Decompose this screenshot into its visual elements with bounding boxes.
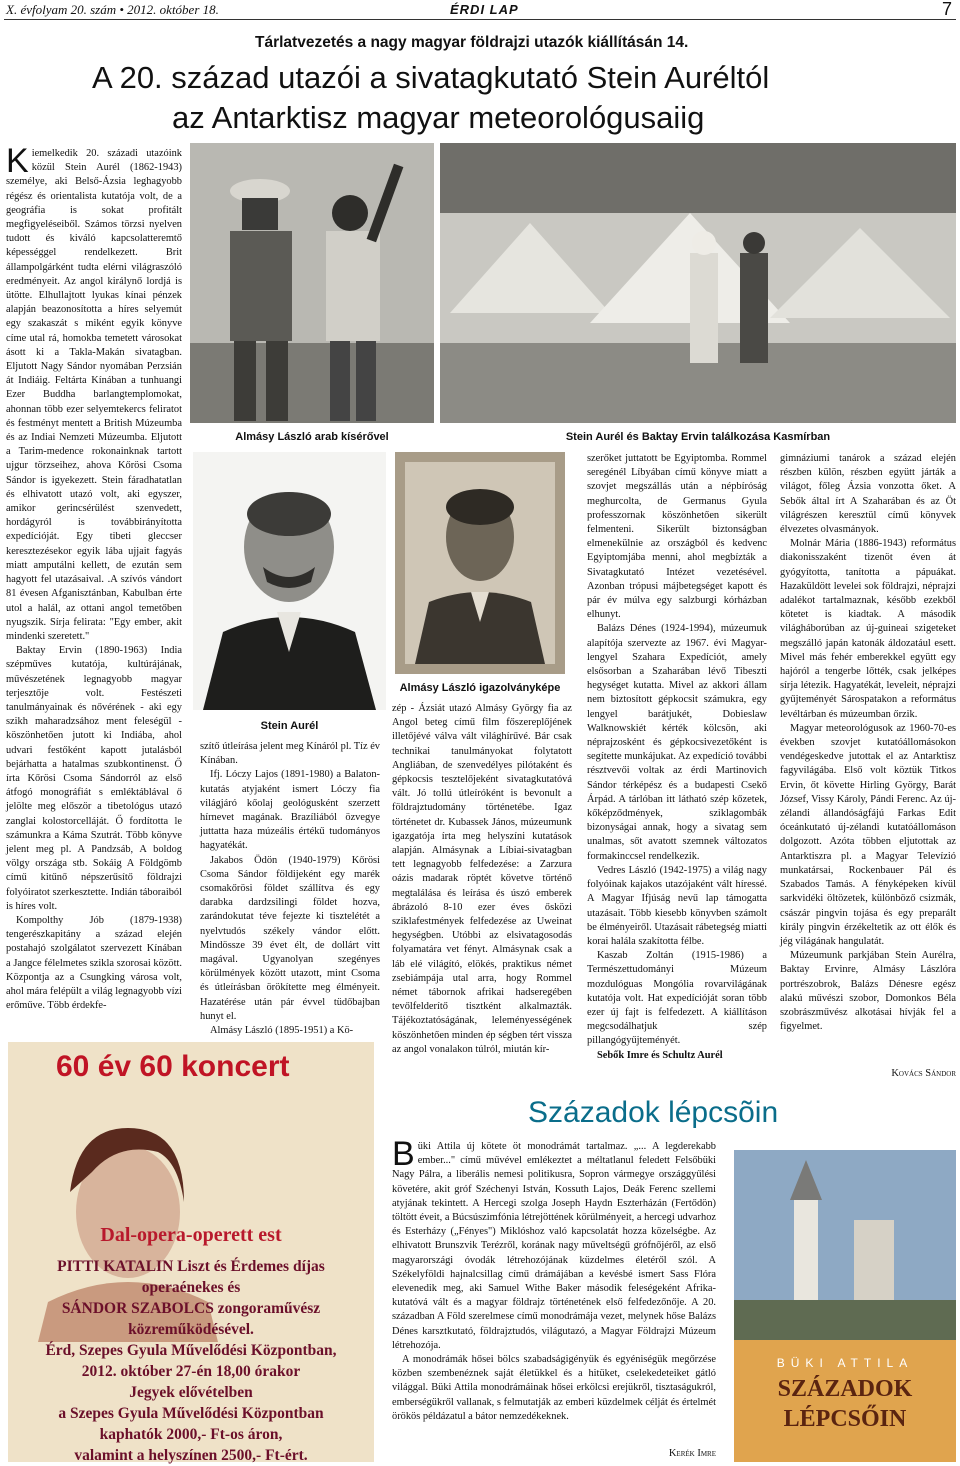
paragraph: szítő útleírása jelent meg Kínáról pl. Tíz év Kínában. xyxy=(200,741,380,767)
article-author: Kovács Sándor xyxy=(891,1068,956,1079)
book-cover xyxy=(734,1150,956,1462)
ad-line: PITTI KATALIN Liszt és Érdemes díjas xyxy=(57,1258,325,1275)
ad-line: SÁNDOR SZABOLCS zongoraművész xyxy=(61,1300,321,1317)
paragraph: Ifj. Lóczy Lajos (1891-1980) a Balaton-kutatás atyjaként ismert Lóczy fia világjáró kőolaj geológusként szerzett hírnevet magának. Brazíliából özvegye juttatta haza múzeális értékű tudományos hagyatékát. xyxy=(200,769,380,852)
photo-stein-aurel xyxy=(193,452,386,710)
drop-cap: K xyxy=(6,142,29,180)
column-4 xyxy=(587,452,767,1092)
book-author: BÜKI ATTILA xyxy=(776,1356,914,1370)
caption-almasy-arab: Almásy László arab kísérővel xyxy=(235,431,389,443)
caption-stein-baktay: Stein Aurél és Baktay Ervin találkozása Kasmírban xyxy=(565,431,831,443)
photo-stein-aurel-image xyxy=(193,452,386,710)
paper-name: ÉRDI LAP xyxy=(450,2,519,17)
photo-stein-baktay-kashmir xyxy=(440,143,956,423)
paragraph: üki Attila új kötete öt monodrámát tartalmaz. „... A legderekabb ember..." című művével emlékeztet a méltatlanul feledett Felsőbüki Nagy Pálra, a liberális nemesi politikusra, Sopron vármegye országgyűlési követére, akit gróf Széchenyi István, Kossuth Lajos, Deák Ferenc szellemi atyjának tekintett. A Hercegi szolga Joseph Haydn Eszterházán (Fertődön) töltött éveit, a Búcsúszimfónia létrejöttének körülményeit, a hercegi udvarhoz és Esterházy („Fényes") Miklóshoz való kapcsolatát hozza közelségbe. Az elhivatott Brunszvik Terézről, korának nagy műveltségű grófnőjéről, az első magyarországi óvodák létrehozójának küzdelmes életéről szól. A Székelyföldi hajnalcsillag című drámájában a kevésbé ismert Sass Flóra elevenedik meg, aki Samuel Withe Baker második feleségeként Afrika-kutatóvá vált és a magyar földrajz történetének első felfedezőnője. A 20. században A Föld szerelmese című monodrámája vezet, melynek hőse Balázs Dénes karsztkutató, földrajztudós, világutazó, a Magyar Földrajzi Múzeum létrehozója. xyxy=(392,1141,716,1351)
review-drop-cap: B xyxy=(392,1135,415,1173)
ad-line: a Szepes Gyula Művelődési Központban xyxy=(58,1405,324,1422)
ad-headline: 60 év 60 koncert xyxy=(56,1050,290,1083)
caption-almasy-id: Almásy László igazolványképe xyxy=(399,682,561,694)
paragraph: iemelkedik 20. századi utazóink közül Stein Aurél (1862-1943) személye, aki Belső-Ázsia leghagyobb régész és orientalista kutatója volt, de a geográfia is sokat profitált megfigyeléseiből. Számos törzsi nyelven tudott és kiváló kapcsolatteremtő képességgel rendelkezett. Brit állampolgárként tudta elérni világraszóló eredményeit. Az angol királynő lordjá is ütötte. Elhullajtott lyukas kínai pénzek alapján beazonosította a híres selyemút egy szakaszát s miként egyik könyve címe utal rá, homokba temetett városokat ásott ki a Takla-Makán sivatagban. Eljutott Nagy Sándor nyomában Perzsián át Indiáig. Feltárta Kínában a tunhuangi Ezer Buddha barlangtemplomokat, ahonnan több ezer selyemtekercs feliratot és festményt mentett a British Múzeumba és az Indiai Nemzeti Múzeumba. Eljutott a Tarim-medence rokonainknak tartott ujgur törzseihez, ahova Kőrösi Csoma Sándor is igyekezett. Stein fáradhatatlan és elhivatott utazó volt, aki egyszer, amikor gerincsérülést szenvedett, hordágyról is továbbirányította expedícióját. Egy tibeti gleccser keresztezésekor egyik lába ujjait fagyás miatt amputálni kellett, de ezután sem hagyott fel utazásaival. .A szívós vándort 81 évesen Afganisztánban, Kabulban érte utol a halál, az ottani angol temetőben nyugszik. Sírja felirata: "Egy ember, akit mindenki szeretett." xyxy=(6,148,182,642)
paragraph: Sebők Imre és Schultz Aurél xyxy=(597,1049,723,1061)
photo-stein-baktay-kashmir-image xyxy=(440,143,956,423)
book-title-2: LÉPCSŐIN xyxy=(783,1406,907,1432)
paragraph: Balázs Dénes (1924-1994), múzeumuk alapítója szervezte az 1967. évi Magyar-lengyel Szahara Expedíciót, amely elsősorban a Szaharában lévő Tibeszti hegységet kutatta. Mivel az akkori állam nem biztosított gépkocsit számukra, egy lengyel barátjukét, Dobieslaw Walknowskiét kérték kölcsön, aki néprajzosként és gépkocsivezetőként is segítette munkájukat. Az expedíció további résztvevői voltak az érdi Martinovich Sándor térképész és a budapesti Csekő Árpád. A tárlóban itt látható szép kőzetek, kőképződmények, sziklagombák bizonyságai annak, hogy a sivatag sem unalmas, sőt avatott szemnek változatos formakinccsel rendelkezik. xyxy=(587,623,767,862)
paragraph: zép - Ázsiát utazó Almásy György fia az Angol beteg című film főszereplőjének illetőjévé válva vált világhírűvé. Bár csak technikai tanulmányokat folytatott Angliában, de szenvedélyes pilótaként és gépkocsis tesztelőjeként sivatagkutatóvá vált. Jó tollú útleíróként is bevonult a földrajztudomány történetébe. Igaz történetet dr. Kubassek János, múzeumunk igazgatója írta meg helyszíni kutatások alapján. Almásynak a Líbiai-sivatagban tett legnagyobb felfedezése: a Zarzura oázis madarak röptét követve történő megtalálása és leírása és úszó emberek ábrázoló 8-10 ezer éves ősközi sziklafestmények felfedezése az Uweinat hegységben. Utóbbi az elsivatagosodás folyamatára vet fényt. Almásynak csak a láb elé világító, elökés, praktikus német zsebiámpája utal arra, hogy Rommel német tábornok afrikai hadseregében tevőlfelderítő tisztként alkalmazták. Tájékoztatóságának, leleményességének köszönhetően minden ép ségben tért vissza az angol vonalakon túlról, miután kír- xyxy=(392,703,572,1055)
review-title: Századok lépcsõin xyxy=(528,1096,779,1129)
photo-almasy-id-image xyxy=(395,452,565,674)
ad-subtitle: Dal-opera-operett est xyxy=(100,1224,282,1246)
paragraph: Múzeumunk parkjában Stein Aurélra, Baktay Ervinre, Almásy Lászlóra portrészobrok, Balázs Dénesre egész alakú művészi szobor, Domonkos Béla szobrászművész alkotásai hívják fel a figyelmet. xyxy=(780,950,956,1033)
photo-almasy-arab-companion-image xyxy=(190,143,434,423)
review-author: Kerék Imre xyxy=(668,1448,716,1459)
column-2 xyxy=(200,740,380,1037)
paragraph: Baktay Ervin (1890-1963) India szépműves kutatója, kultúrájának, művészetének legnagyobb magyar terjesztője volt. Festészeti tanulmányainak és nővérének - aki egy szikh maharadzsához ment feleségül - köszönhetően jutott ki Indiába, ahol udvari festőként kapott jutalásból bejárhatta a hatalmas szubkontinenst. Ő írta Kőrösi Csoma Sándorról az első átfogó monográfiát s emléktáblával ő jelölte meg először a tibetológus utazó zanglai kolostorcelláját. Ő fordította le számunkra a Káma Szutrát. Több könyve jelent meg pl. A Pandzsáb, A boldog völgy országa stb. Sokáig A Földgömb című kitűnő népszerűsítő földrajzi folyóiratot szerkesztette. Indián táboraiból is híres volt. xyxy=(6,645,182,912)
photo-almasy-arab-companion xyxy=(190,143,434,423)
caption-stein: Stein Aurél xyxy=(260,720,319,732)
column-1 xyxy=(6,142,182,1062)
header-rule xyxy=(4,19,956,20)
column-3 xyxy=(392,702,572,1078)
issue-info: X. évfolyam 20. szám • 2012. október 18. xyxy=(6,2,219,17)
ad-line: valamint a helyszínen 2500,- Ft-ért. xyxy=(74,1447,308,1464)
paragraph: Vedres László (1942-1975) a világ nagy folyóinak kajakos utazójaként vált híressé. A Magyar Ifjúság nevű lap támogatta utazásait. Több kiesebb könyvben számolt be élményeiről. Utazásait rábetegség miatti korai halála szakította félbe. xyxy=(587,864,767,947)
article-title-line2: az Antarktisz magyar meteorológusaiig xyxy=(172,100,705,135)
page-number: 7 xyxy=(942,0,953,19)
paragraph: Kompolthy Jób (1879-1938) tengerészkapitány a század elején postahajó szolgálatot szervezett Kínában a Jangce félelmetes szikla szorosai között. Központja az a Csungking városa volt, ahol mára felépült a világ legnagyobb vízi erőműve. Több érdekfe- xyxy=(6,914,182,1012)
book-title-1: SZÁZADOK xyxy=(777,1376,913,1402)
paragraph: Molnár Mária (1886-1943) református diakonisszaként tizenöt éven át gyógyította, tanította a pápuákat. Hazaküldött levelei sok földrajzi, néprajzi adalékot tartalmaznak, később ezekből kötetet is kiadtak. A második világháborúban az új-guineai szigeteket megszálló japán katonák áldozatául esett. Mivel más fehér emberekkel együtt egy hajóról a tengerbe lőtték, csak jelképes sírja létezik. Hagyatékát, leveleit, néprajzi gyűjteményét Sárospatakon a református levéltárban és múzeumban őrzik. xyxy=(780,538,956,720)
ad-line: Jegyek elővételben xyxy=(129,1384,253,1401)
ad-line: Érd, Szepes Gyula Művelődési Központban, xyxy=(45,1342,337,1359)
paragraph: Magyar meteorológusok az 1960-70-es években szovjet kutatóállomásokon vendégeskedve jutottak el az Antarktisz fagyvilágába. Első volt köztük Titkos Ervin, őt követte Hirling György, Barát József, Vissy Károly, Pándi Ferenc. Az új-zélandi állandóságfájú Farkas Edit óceánkutató új-zélandi kutatóállomáson dolgozott. Azóta többen eljutottak az Antarktiszra pl. a Magyar Televízió munkatársai, Rockenbauer Pál és Szabados Tamás. A fényképeken kívül sarkvidéki öltözetek, különböző csizmák, császár pingvin tojása és egy preparált király pingvin érzékeltetik az ott élők és jég világának hangulatát. xyxy=(780,722,956,947)
photo-almasy-id xyxy=(395,452,565,674)
paragraph: A monodrámák hősei bölcs szabadságigényük és egyéniségük megőrzése közben szembenéznek saját életükkel és a hitüket, cselekedeteiket gátló világgal. Büki Attila monodrámáinak hősei erkölcsi erejükről, tisztaságukról, emberségükről vallanak, s felmutatják az emberi küzdelmek célját és értelmét örökös példázatul a bátor nemzedékeknek. xyxy=(392,1354,716,1422)
ad-line: kaphatók 2000,- Ft-os áron, xyxy=(99,1426,283,1443)
ad-line: közreműködésével. xyxy=(128,1321,254,1338)
ad-line: 2012. október 27-én 18,00 órakor xyxy=(81,1363,301,1380)
ad-details xyxy=(8,1256,374,1466)
article-title-line1: A 20. század utazói a sivatagkutató Stein Auréltól xyxy=(92,60,770,95)
ad-line: operaénekes és xyxy=(141,1279,241,1296)
review-text xyxy=(392,1135,716,1440)
concert-ad xyxy=(8,1042,374,1462)
paragraph: Almásy László (1895-1951) a Kö- xyxy=(210,1025,354,1037)
column-5 xyxy=(780,452,956,1064)
paragraph: Jakabos Ödön (1940-1979) Kőrösi Csoma Sándor földijeként egy marék csomakőrösi földet szállítva és egy darabka dardzsilingi földet hozva, zarándokutat téve fejezte ki tisztelétét a nyelvtudós székely vándor előtt. Mindössze 39 évet élt, de dollárt vitt magával. Ugyanolyan szegényes körülmények között utazott, mint Csoma és útleírásban örökítette meg élményeit. Hazatérése után pár évvel tüdőbajban hunyt el. xyxy=(200,854,380,1022)
paragraph: szerőket juttatott be Egyiptomba. Rommel seregénél Líbyában című könyve miatt a szovjet megszállás után a népbíróság meghurcolta, de Germanus Gyula professzornak köszönhetően sikerült felmenteni. Sikerült biztonságban elmenekülnie az országból és kedvenc Egyiptomjába menni, ahol megbízták a Sivatagkutató Intézet vezetésével. Azonban trópusi májbetegséget kapott és pár év múlva egy salzburgi kórházban elhunyt. xyxy=(587,453,767,621)
paragraph: gimnáziumi tanárok a század elején részben külön, részben együtt járták a világot, főleg Ázsia vonzotta őket. A Sebők által írt A Szaharában és az Öt világrészen keresztül című könyvek élvezetes olvasmányok. xyxy=(780,453,956,536)
paragraph: Kaszab Zoltán (1915-1986) a Természettudományi Múzeum mozdulóguas Mongólia rovarvilágának kutatója volt. Hat expedícióját soran több ezer új fajt is felfedezett. A kiállításon megcsodálhatjuk szép pillangógyűjteményét. xyxy=(587,950,767,1047)
article-kicker: Tárlatvezetés a nagy magyar földrajzi utazók kiállításán 14. xyxy=(255,34,689,51)
